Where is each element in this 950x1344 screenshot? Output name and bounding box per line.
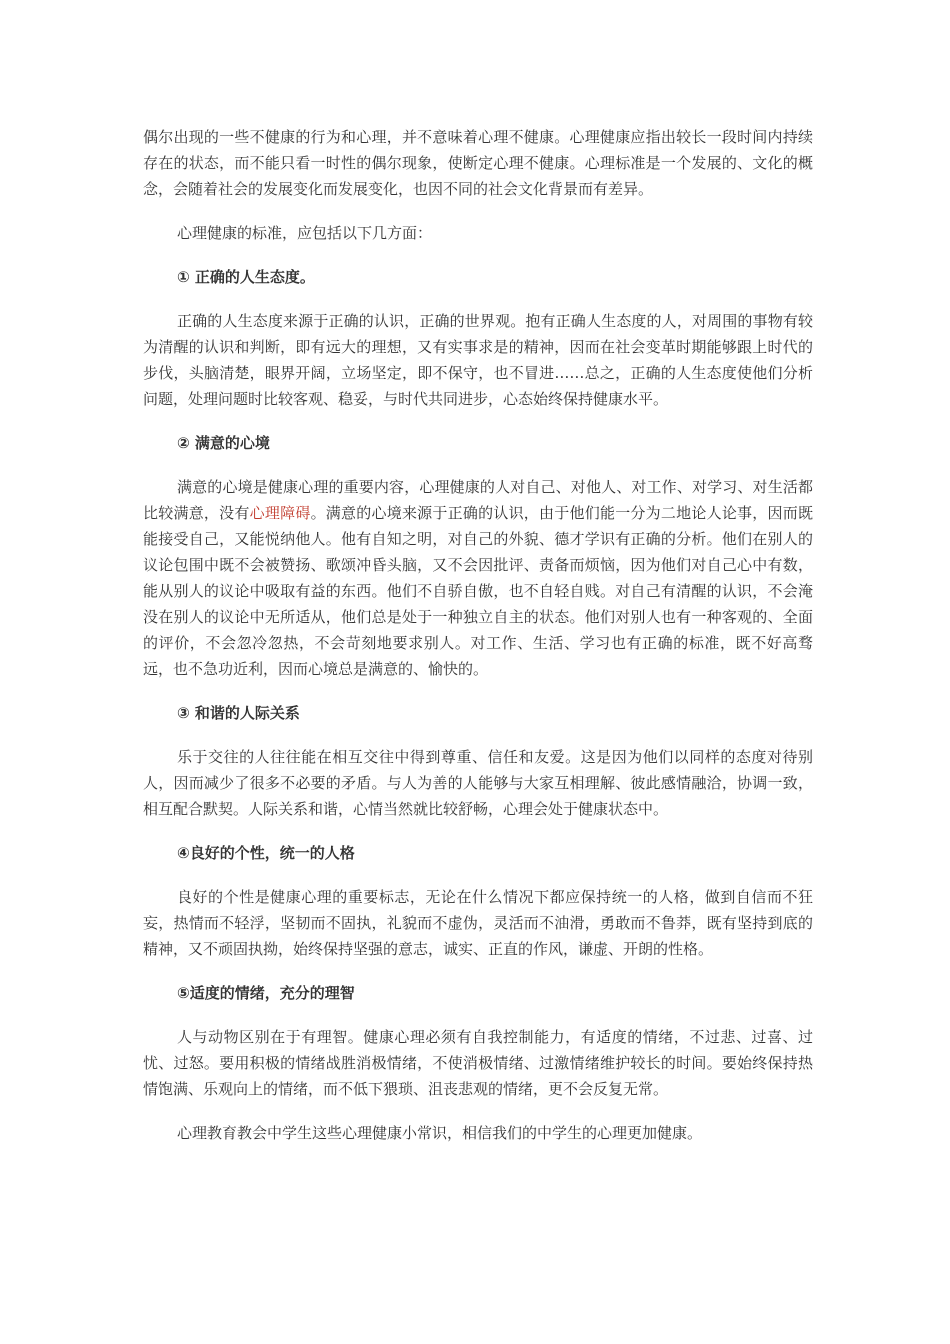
conclusion-paragraph: 心理教育教会中学生这些心理健康小常识，相信我们的中学生的心理更加健康。 [177, 1124, 703, 1142]
section-heading-mood: ② 满意的心境 [177, 434, 270, 452]
mood-text-after-link: 。满意的心境来源于正确的认识，由于他们能一分为二地论人论事，因而既能接受自己，又能悦纳他人。他有自知之明，对自己的外貌、德才学识有正确的分析。他们在别人的议论包围中既不会被赞扬、歌颂冲昏头脑，又不会因批评、责备而烦恼，因为他们对自己心中有数，能从别人的议论中吸取有益的东西。他们不自骄自傲，也不自轻自贱。对自己有清醒的认识，不会淹没在别人的议论中无所适从，他们总是处于一种独立自主的状态。他们对别人也有一种客观的、全面的评价，不会忽冷忽热，不会苛刻地要求别人。对工作、生活、学习也有正确的标准，既不好高骛远，也不急功近利，因而心境总是满意的、愉快的。 [143, 504, 813, 678]
mood-text-before-link: 满意的心境是健康心理的重要内容，心理健康的人对自己、对他人、对工作、对学习、对生活都比较满意，没有 [143, 478, 813, 522]
section-body-attitude: 正确的人生态度来源于正确的认识，正确的世界观。抱有正确人生态度的人，对周围的事物有较为清醒的认识和判断，即有远大的理想，又有实事求是的精神，因而在社会变革时期能够跟上时代的步伐，头脑清楚，眼界开阔，立场坚定，即不保守，也不冒进……总之，正确的人生态度使他们分析问题，处理问题时比较客观、稳妥，与时代共同进步，心态始终保持健康水平。 [143, 312, 813, 408]
standards-lead-paragraph: 心理健康的标准，应包括以下几方面： [177, 224, 433, 242]
section-heading-attitude: ① 正确的人生态度。 [177, 268, 315, 286]
section-body-mood [143, 474, 813, 682]
section-heading-emotion: ⑤适度的情绪，充分的理智 [177, 984, 355, 1002]
section-body-personality: 良好的个性是健康心理的重要标志，无论在什么情况下都应保持统一的人格，做到自信而不狂妄，热情而不轻浮，坚韧而不固执，礼貌而不虚伪，灵活而不油滑，勇敢而不鲁莽，既有坚持到底的精神，又不顽固执拗，始终保持坚强的意志，诚实、正直的作风，谦虚、开朗的性格。 [143, 888, 813, 958]
section-heading-personality: ④良好的个性，统一的人格 [177, 844, 355, 862]
intro-paragraph: 偶尔出现的一些不健康的行为和心理，并不意味着心理不健康。心理健康应指出较长一段时间内持续存在的状态，而不能只看一时性的偶尔现象，使断定心理不健康。心理标准是一个发展的、文化的概念，会随着社会的发展变化而发展变化，也因不同的社会文化背景而有差异。 [143, 128, 813, 198]
section-heading-relationships: ③ 和谐的人际关系 [177, 704, 300, 722]
document-page [143, 124, 813, 1164]
section-body-emotion: 人与动物区别在于有理智。健康心理必须有自我控制能力，有适度的情绪，不过悲、过喜、过忧、过怒。要用积极的情绪战胜消极情绪，不使消极情绪、过激情绪维护较长的时间。要始终保持热情饱满、乐观向上的情绪，而不低下猥琐、沮丧悲观的情绪，更不会反复无常。 [143, 1028, 813, 1098]
section-body-relationships: 乐于交往的人往往能在相互交往中得到尊重、信任和友爱。这是因为他们以同样的态度对待别人，因而减少了很多不必要的矛盾。与人为善的人能够与大家互相理解、彼此感情融洽，协调一致，相互配合默契。人际关系和谐，心情当然就比较舒畅，心理会处于健康状态中。 [143, 748, 813, 818]
psychological-disorder-link[interactable]: 心理障碍 [249, 504, 311, 522]
